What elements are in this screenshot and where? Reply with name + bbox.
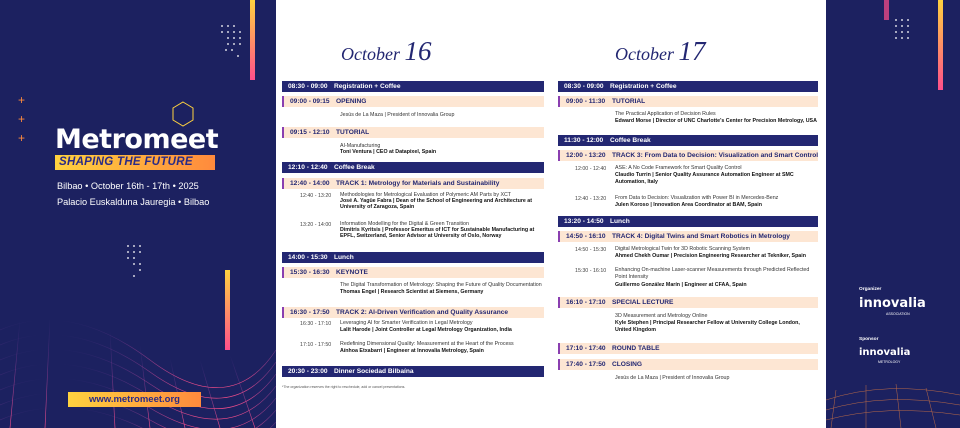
decor-graphics	[0, 0, 276, 428]
talk-title: AI-Manufacturing	[340, 143, 381, 149]
plus-icon: +	[18, 93, 26, 107]
organizer-sub: ASSOCIATION	[886, 312, 910, 316]
session-bar: 17:40 - 17:50 CLOSING	[558, 359, 818, 370]
talk-time: 12:40 - 13:20	[300, 193, 332, 199]
talk-time: 17:10 - 17:50	[300, 342, 332, 348]
talk-title: Information Modelling for the Digital & Green Transition	[340, 221, 469, 227]
session-bar: 09:00 - 09:15 OPENING	[282, 96, 544, 107]
talk-title: Point Intensity	[615, 274, 649, 280]
day2-heading: October 17	[615, 36, 706, 66]
session-bar: 09:00 - 11:30 TUTORIAL	[558, 96, 818, 107]
organizer-logo: innovalia	[859, 296, 926, 311]
speaker: Guillermo González Marín | Engineer at CFAA, Spain	[615, 282, 747, 288]
session-bar: 16:10 - 17:10 SPECIAL LECTURE	[558, 297, 818, 308]
speaker: Kyle Stephen | Principal Researcher Fellow at University College London,	[615, 320, 800, 326]
speaker: Jesús de La Maza | President of Innovalia Group	[340, 112, 455, 118]
right-panel	[826, 0, 960, 428]
sponsor-logo: innovalia	[859, 347, 911, 358]
speaker: Toni Ventura | CEO at Datapixel, Spain	[340, 149, 437, 155]
session-bar: 09:15 - 12:10 TUTORIAL	[282, 127, 544, 138]
talk-title: Redefining Dimensional Quality: Measurement at the Heart of the Process	[340, 341, 514, 347]
session-bar: 11:30 - 12:00 Coffee Break	[558, 135, 818, 146]
speaker: EPFL, Switzerland, Senior Advisor at University of Oslo, Norway	[340, 233, 502, 239]
plus-icon: +	[18, 131, 26, 145]
session-bar: 12:40 - 14:00 TRACK 1: Metrology for Materials and Sustainability	[282, 178, 544, 189]
speaker: Jesús de La Maza | President of Innovalia Group	[615, 375, 730, 381]
session-bar: 14:00 - 15:30 Lunch	[282, 252, 544, 263]
session-bar: 12:10 - 12:40 Coffee Break	[282, 162, 544, 173]
talk-time: 13:20 - 14:00	[300, 222, 332, 228]
talk-title: Enhancing On-machine Laser-scanner Measurements through Predicted Reflected	[615, 267, 810, 273]
session-bar: 08:30 - 09:00 Registration + Coffee	[558, 81, 818, 92]
talk-title: From Data to Decision: Visualization with Power BI in Mercedes-Benz	[615, 195, 779, 201]
talk-time: 16:30 - 17:10	[300, 321, 332, 327]
speaker: Claudio Turrin | Senior Quality Assurance Automation Engineer at SMC	[615, 172, 794, 178]
event-venue: Palacio Euskalduna Jauregia • Bilbao	[57, 197, 210, 207]
session-bar: 13:20 - 14:50 Lunch	[558, 216, 818, 227]
speaker: Thomas Engel | Research Scientist at Siemens, Germany	[340, 289, 484, 295]
speaker: United Kingdom	[615, 327, 656, 333]
sponsor-sub: METROLOGY	[878, 360, 901, 364]
speaker: José A. Yagüe Fabra | Dean of the School of Engineering and Architecture at	[340, 198, 533, 204]
speaker: Lalit Harode | Joint Controller at Legal Metrology Organization, India	[340, 327, 512, 333]
talk-title: The Digital Transformation of Metrology: Shaping the Future of Quality Documentation	[340, 282, 542, 288]
website-link[interactable]: www.metromeet.org	[68, 392, 201, 407]
speaker: Ahmed Chekh Oumar | Precision Engineering Researcher at Tekniker, Spain	[615, 253, 806, 259]
organizer-label: Organizer	[859, 287, 882, 292]
plus-icon: +	[18, 112, 26, 126]
speaker: Julen Koroso | Innovation Area Coordinator at BAM, Spain	[615, 202, 762, 208]
speaker: Aínhoa Etxabarri | Engineer at Innovalia Metrology, Spain	[340, 348, 484, 354]
tagline: SHAPING THE FUTURE	[55, 155, 215, 170]
metromeet-logo: Metromeet	[55, 124, 219, 155]
session-bar: 15:30 - 16:30 KEYNOTE	[282, 267, 544, 278]
sponsor-label: Sponsor	[859, 337, 879, 342]
session-bar: 14:50 - 16:10 TRACK 4: Digital Twins and Smart Robotics in Metrology	[558, 231, 818, 242]
session-bar: 17:10 - 17:40 ROUND TABLE	[558, 343, 818, 354]
speaker: Automation, Italy	[615, 179, 658, 185]
event-dates: Bilbao • October 16th - 17th • 2025	[57, 181, 199, 191]
talk-time: 12:00 - 12:40	[575, 166, 607, 172]
talk-time: 15:30 - 16:10	[575, 268, 607, 274]
session-bar: 12:00 - 13:20 TRACK 3: From Data to Decision: Visualization and Smart Control	[558, 150, 818, 161]
talk-title: 3D Measurement and Metrology Online	[615, 313, 708, 319]
speaker: University of Zaragoza, Spain	[340, 204, 415, 210]
left-panel	[0, 0, 276, 428]
footnote: *The organization reserves the right to reschedule, add or cancel presentations.	[282, 385, 406, 389]
talk-title: Methodologies for Metrological Evaluation of Polymeric AM Parts by XCT	[340, 192, 512, 198]
talk-title: Leveraging AI for Smarter Verification in Legal Metrology	[340, 320, 473, 326]
talk-title: The Practical Application of Decision Rules	[615, 111, 716, 117]
session-bar: 16:30 - 17:50 TRACK 2: AI-Driven Verification and Quality Assurance	[282, 307, 544, 318]
talk-title: Digital Metrological Twin for 3D Robotic Scanning System	[615, 246, 751, 252]
talk-time: 12:40 - 13:20	[575, 196, 607, 202]
session-bar: 08:30 - 09:00 Registration + Coffee	[282, 81, 544, 92]
speaker: Edward Morse | Director of UNC Charlotte's Center for Precision Metrology, USA	[615, 118, 817, 124]
session-bar: 20:30 - 23:00 Dinner Sociedad Bilbaína	[282, 366, 544, 377]
speaker: Dimitris Kyritsis | Professor Emeritus of ICT for Sustainable Manufacturing at	[340, 227, 535, 233]
talk-time: 14:50 - 15:30	[575, 247, 607, 253]
talk-title: ASE: A No Code Framework for Smart Quality Control	[615, 165, 742, 171]
day1-heading: October 16	[341, 36, 432, 66]
